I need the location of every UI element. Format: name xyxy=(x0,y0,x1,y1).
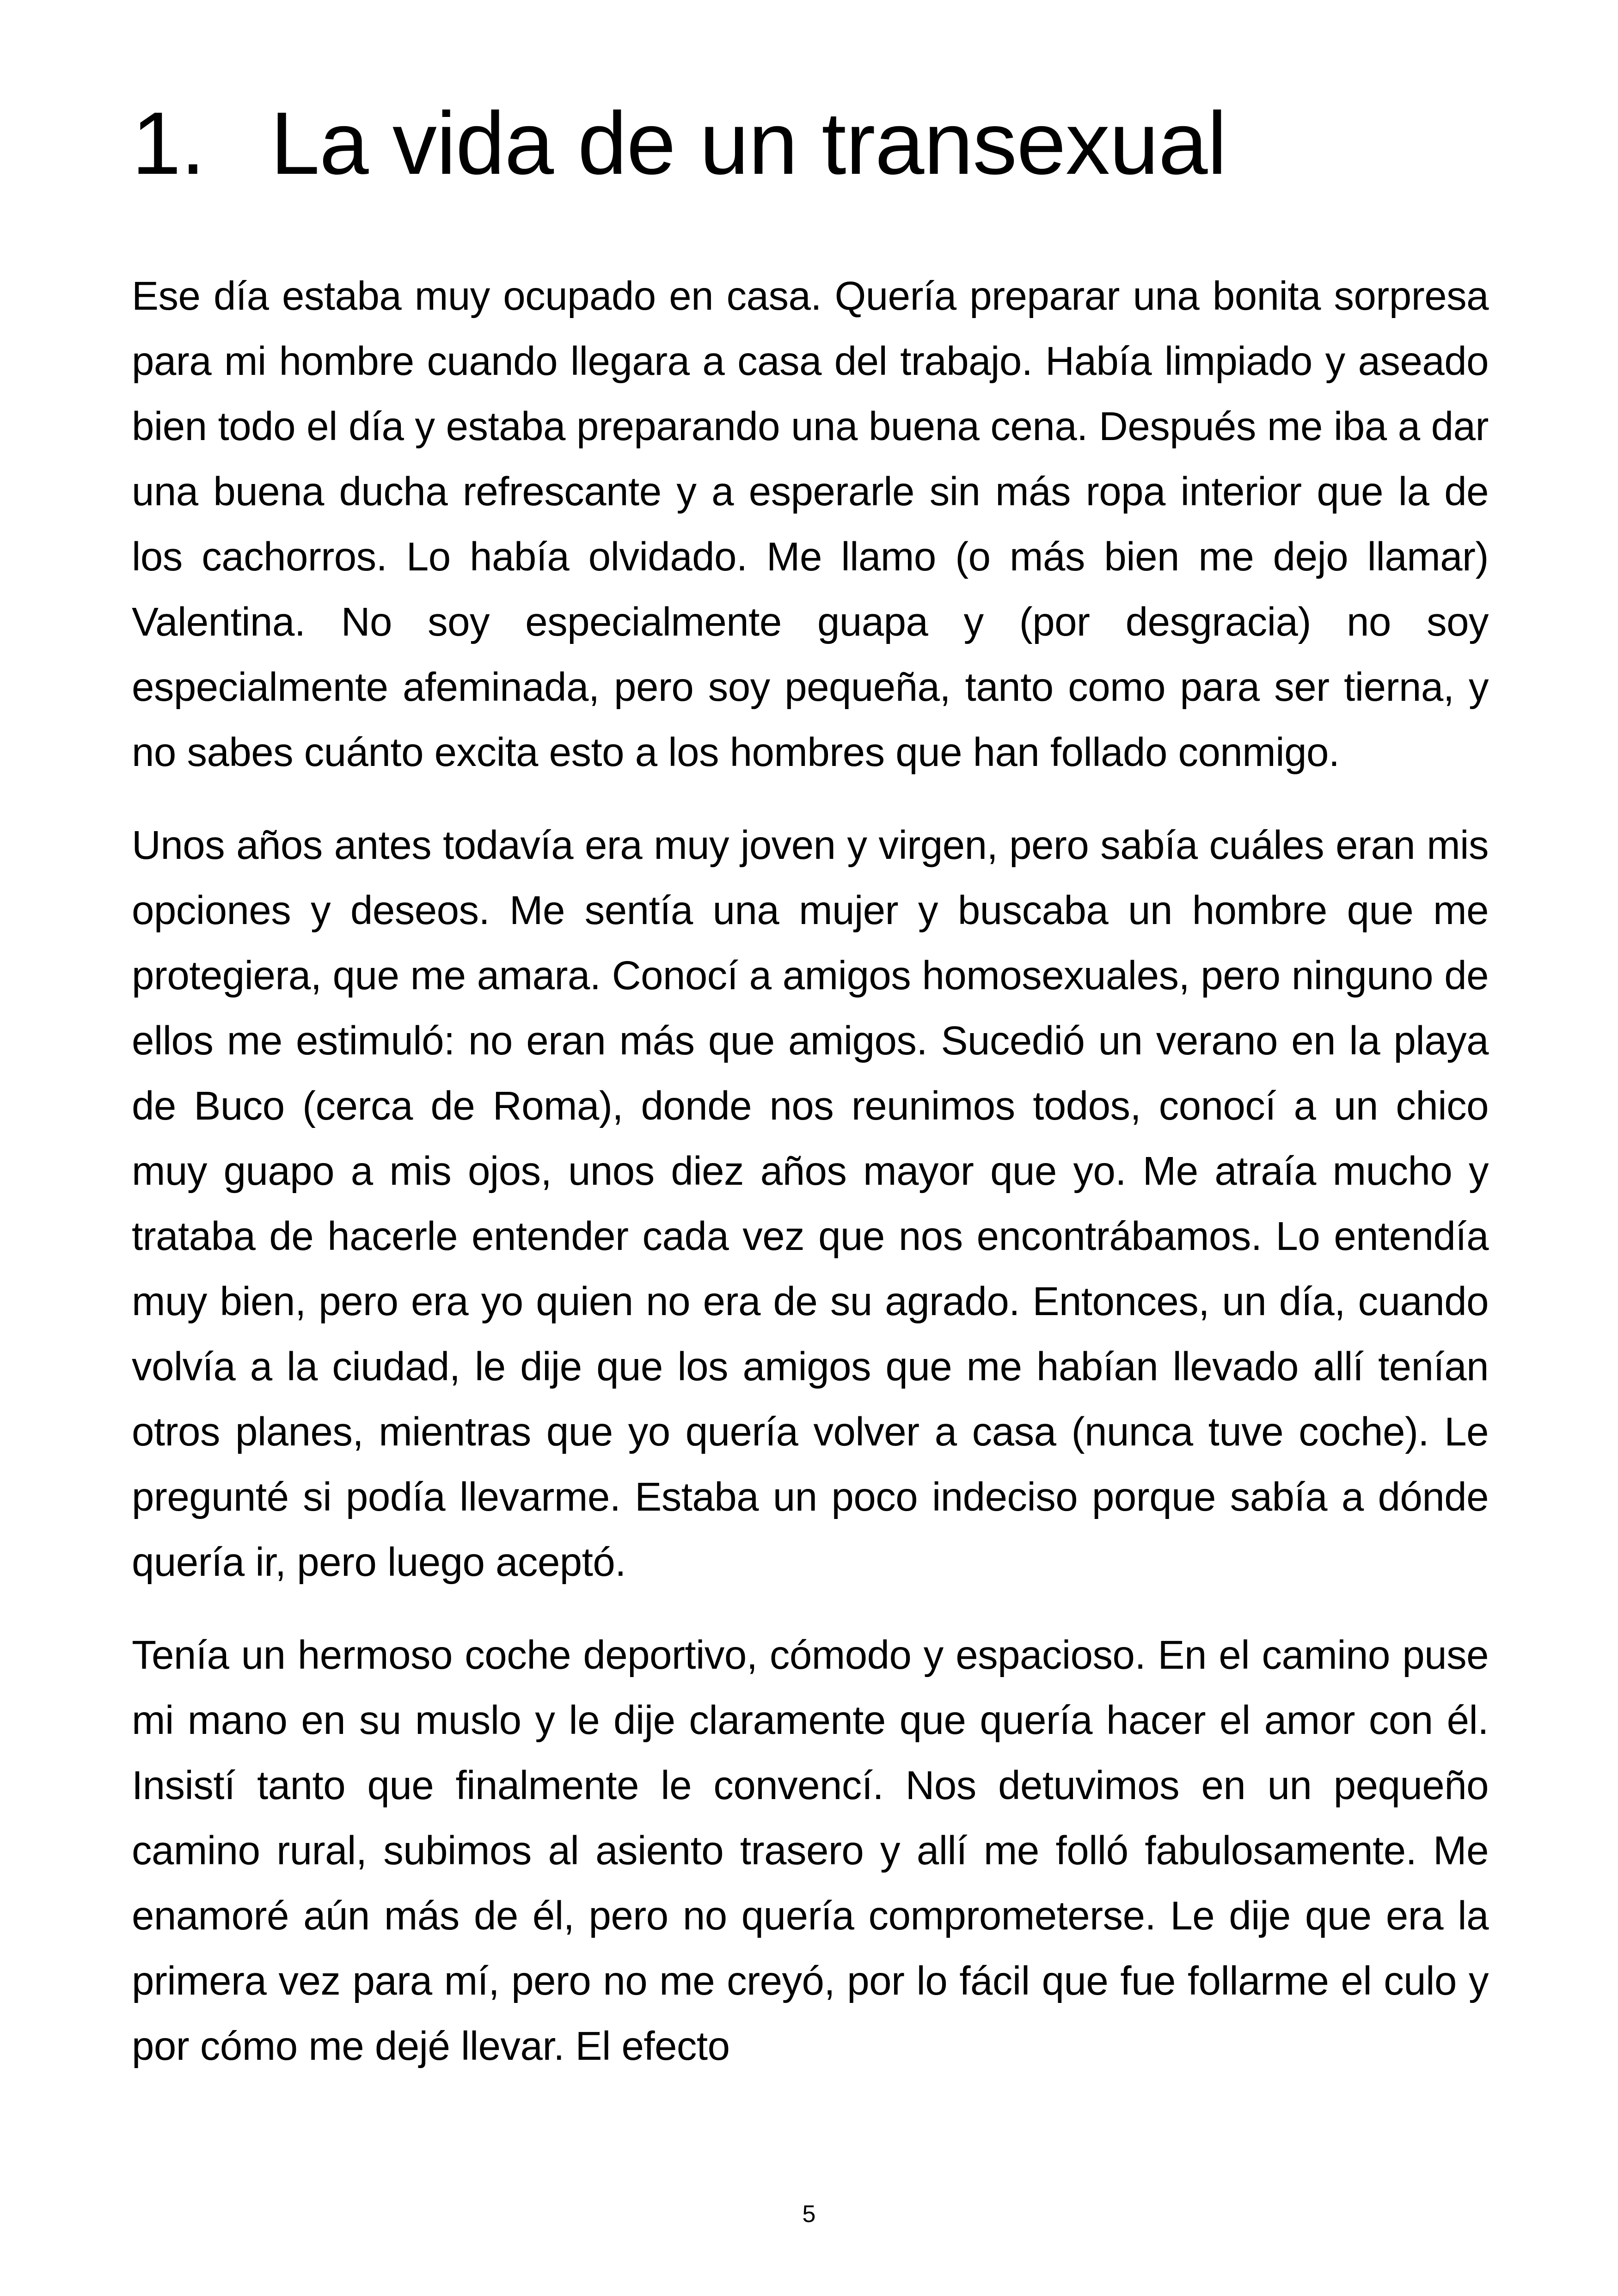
chapter-title: La vida de un transexual xyxy=(270,93,1227,193)
page-number: 5 xyxy=(802,2201,816,2228)
chapter-heading xyxy=(132,88,1495,199)
paragraph-3: Tenía un hermoso coche deportivo, cómodo y espacioso. En el camino puse mi mano en su muslo y le dije claramente que quería hacer el amor con él. Insistí tanto que finalmente le convencí. Nos detuvimos en un pequeño camino rural, subimos al asiento trasero y allí me folló fabulosamente. Me enamoré aún más de él, pero no quería comprometerse. Le dije que era la primera vez para mí, pero no me creyó, por lo fácil que fue follarme el culo y por cómo me dejé llevar. El efecto xyxy=(132,1633,1489,2069)
paragraph-1: Ese día estaba muy ocupado en casa. Quería preparar una bonita sorpresa para mi hombre cuando llegara a casa del trabajo. Había limpiado y aseado bien todo el día y estaba preparando una buena cena. Después me iba a dar una buena ducha refrescante y a esperarle sin más ropa interior que la de los cachorros. Lo había olvidado. Me llamo (o más bien me dejo llamar) Valentina. No soy especialmente guapa y (por desgracia) no soy especialmente afeminada, pero soy pequeña, tanto como para ser tierna, y no sabes cuánto excita esto a los hombres que han follado conmigo. xyxy=(132,274,1489,775)
paragraph-2: Unos años antes todavía era muy joven y virgen, pero sabía cuáles eran mis opciones y deseos. Me sentía una mujer y buscaba un hombre que me protegiera, que me amara. Conocí a amigos homosexuales, pero ninguno de ellos me estimuló: no eran más que amigos. Sucedió un verano en la playa de Buco (cerca de Roma), donde nos reunimos todos, conocí a un chico muy guapo a mis ojos, unos diez años mayor que yo. Me atraía mucho y trataba de hacerle entender cada vez que nos encontrábamos. Lo entendía muy bien, pero era yo quien no era de su agrado. Entonces, un día, cuando volvía a la ciudad, le dije que los amigos que me habían llevado allí tenían otros planes, mientras que yo quería volver a casa (nunca tuve coche). Le pregunté si podía llevarme. Estaba un poco indeciso porque sabía a dónde quería ir, pero luego aceptó. xyxy=(132,823,1489,1585)
chapter-number: 1. xyxy=(132,93,205,193)
body-text xyxy=(132,263,1489,2106)
